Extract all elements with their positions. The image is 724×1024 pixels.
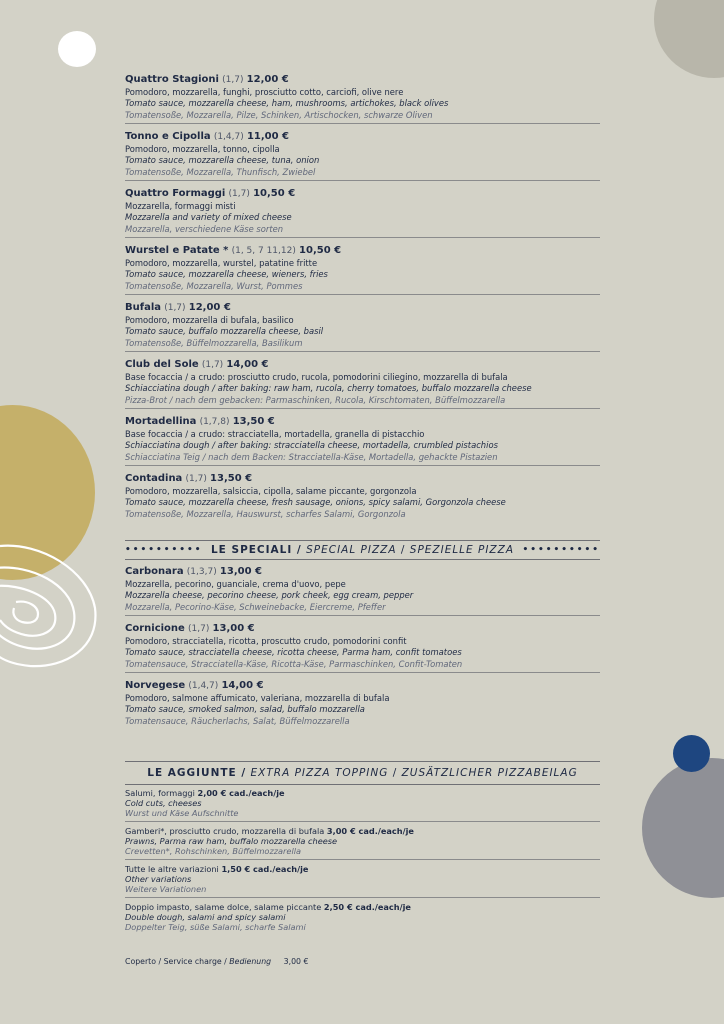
item-allergens: (1,7) xyxy=(201,360,224,370)
item-price: 12,00 € xyxy=(246,74,289,85)
item-desc-it: Pomodoro, mozzarella, tonno, cipolla xyxy=(125,144,280,154)
menu-item xyxy=(125,301,600,352)
item-price: 12,00 € xyxy=(188,302,231,313)
item-allergens: (1,4,7) xyxy=(213,132,244,142)
item-price: 13,50 € xyxy=(210,473,253,484)
extra-name-en: Other variations xyxy=(125,874,192,884)
section-title-de: ZUSÄTZLICHER PIZZABEILAG xyxy=(401,767,578,779)
item-name: Contadina xyxy=(125,473,183,484)
item-desc-de: Tomatensoße, Mozzarella, Thunfisch, Zwiebel xyxy=(125,166,316,177)
item-desc-en: Tomato sauce, mozzarella cheese, wieners, fries xyxy=(125,269,328,280)
item-desc-de: Schiacciatina Teig / nach dem Backen: Stracciatella-Käse, Mortadella, gehackte Pistazien xyxy=(125,451,498,462)
extra-price: 3,00 € cad./each/je xyxy=(326,826,414,836)
item-allergens: (1,7,8) xyxy=(199,417,230,427)
item-desc-it: Mozzarella, pecorino, guanciale, crema d'uovo, pepe xyxy=(125,579,346,589)
section-title-it: LE SPECIALI / xyxy=(210,544,302,556)
item-name: Tonno e Cipolla xyxy=(125,131,211,142)
extra-name-it: Doppio impasto, salame dolce, salame piccante xyxy=(125,902,322,912)
item-desc-it: Pomodoro, stracciatella, ricotta, proscutto crudo, pomodorini confit xyxy=(125,636,407,646)
extra-name-en: Prawns, Parma raw ham, buffalo mozzarella cheese xyxy=(125,836,338,846)
item-allergens: (1,7) xyxy=(188,624,210,634)
item-desc-en: Tomato sauce, stracciatella cheese, ricotta cheese, Parma ham, confit tomatoes xyxy=(125,647,462,658)
extra-item xyxy=(125,826,600,860)
item-desc-de: Pizza-Brot / nach dem gebacken: Parmaschinken, Rucola, Kirschtomaten, Büffelmozzarella xyxy=(125,394,506,405)
item-desc-de: Tomatensoße, Büffelmozzarella, Basilikum xyxy=(125,337,303,348)
item-desc-en: Tomato sauce, buffalo mozzarella cheese, basil xyxy=(125,326,324,337)
dots-divider-left: •••••••••• xyxy=(125,545,203,555)
item-allergens: (1,7) xyxy=(185,474,207,484)
extra-price: 1,50 € cad./each/je xyxy=(221,864,309,874)
section-title-separator: / xyxy=(400,544,406,556)
menu-item xyxy=(125,358,600,409)
extra-price: 2,50 € cad./each/je xyxy=(323,902,411,912)
item-desc-en: Tomato sauce, smoked salmon, salad, buffalo mozzarella xyxy=(125,704,365,715)
menu-item xyxy=(125,472,600,523)
navy-dot-decoration xyxy=(673,735,710,772)
item-desc-de: Tomatensoße, Mozzarella, Wurst, Pommes xyxy=(125,280,303,291)
item-price: 10,50 € xyxy=(253,188,296,199)
service-charge-label: Coperto / Service charge / xyxy=(125,957,227,966)
service-charge xyxy=(125,957,308,966)
item-desc-it: Pomodoro, mozzarella, wurstel, patatine fritte xyxy=(125,258,318,268)
item-price: 13,00 € xyxy=(212,623,255,634)
menu-item xyxy=(125,622,600,673)
item-desc-en: Tomato sauce, mozzarella cheese, ham, mushrooms, artichokes, black olives xyxy=(125,98,449,109)
item-desc-it: Pomodoro, mozzarella, salsiccia, cipolla, salame piccante, gorgonzola xyxy=(125,486,417,496)
section-title-en: SPECIAL PIZZA xyxy=(306,544,397,556)
item-desc-it: Pomodoro, salmone affumicato, valeriana, mozzarella di bufala xyxy=(125,693,390,703)
spiral-rings-decoration xyxy=(0,540,110,680)
extra-name-de: Crevetten*, Rohschinken, Büffelmozzarella xyxy=(125,846,302,856)
item-desc-it: Base focaccia / a crudo: prosciutto crudo, rucola, pomodorini ciliegino, mozzarella di bufala xyxy=(125,372,508,382)
pizza-list xyxy=(125,73,600,529)
item-name: Club del Sole xyxy=(125,359,199,370)
item-desc-de: Tomatensoße, Mozzarella, Pilze, Schinken, Artischocken, schwarze Oliven xyxy=(125,109,433,120)
section-title-separator: / xyxy=(392,767,398,779)
item-name: Norvegese xyxy=(125,680,186,691)
item-desc-de: Mozzarella, verschiedene Käse sorten xyxy=(125,223,284,234)
item-desc-en: Schiacciatina dough / after baking: raw ham, rucola, cherry tomatoes, buffalo mozzarella cheese xyxy=(125,383,532,394)
extra-name-de: Weitere Variationen xyxy=(125,884,207,894)
item-desc-it: Pomodoro, mozzarella, funghi, prosciutto cotto, carciofi, olive nere xyxy=(125,87,404,97)
item-desc-en: Tomato sauce, mozzarella cheese, tuna, onion xyxy=(125,155,320,166)
item-name: Wurstel e Patate * xyxy=(125,245,229,256)
item-name: Carbonara xyxy=(125,566,184,577)
item-desc-de: Mozzarella, Pecorino-Käse, Schweinebacke, Eiercreme, Pfeffer xyxy=(125,601,386,612)
extra-item xyxy=(125,788,600,822)
extra-item xyxy=(125,902,600,936)
extra-name-de: Doppelter Teig, süße Salami, scharfe Salami xyxy=(125,922,306,932)
section-title-en: EXTRA PIZZA TOPPING xyxy=(250,767,389,779)
item-desc-en: Mozzarella cheese, pecorino cheese, pork cheek, egg cream, pepper xyxy=(125,590,414,601)
item-desc-en: Mozzarella and variety of mixed cheese xyxy=(125,212,292,223)
extra-price: 2,00 € cad./each/je xyxy=(197,788,285,798)
section-title-de: SPEZIELLE PIZZA xyxy=(409,544,515,556)
item-allergens: (1,7) xyxy=(164,303,186,313)
item-allergens: (1,7) xyxy=(222,75,244,85)
white-dot-decoration xyxy=(58,31,96,67)
extra-name-de: Wurst und Käse Aufschnitte xyxy=(125,808,239,818)
section-header-aggiunte xyxy=(125,761,600,785)
item-price: 13,00 € xyxy=(219,566,262,577)
item-name: Cornicione xyxy=(125,623,185,634)
speciali-list xyxy=(125,565,600,736)
item-desc-it: Base focaccia / a crudo: stracciatella, mortadella, granella di pistacchio xyxy=(125,429,425,439)
item-name: Bufala xyxy=(125,302,162,313)
item-desc-en: Tomato sauce, mozzarella cheese, fresh sausage, onions, spicy salami, Gorgonzola cheese xyxy=(125,497,506,508)
item-desc-de: Tomatensauce, Stracciatella-Käse, Ricotta-Käse, Parmaschinken, Confit-Tomaten xyxy=(125,658,463,669)
menu-item xyxy=(125,415,600,466)
item-name: Quattro Stagioni xyxy=(125,74,219,85)
item-desc-de: Tomatensauce, Räucherlachs, Salat, Büffelmozzarella xyxy=(125,715,350,726)
item-allergens: (1,4,7) xyxy=(188,681,219,691)
menu-item xyxy=(125,565,600,616)
item-name: Quattro Formaggi xyxy=(125,188,226,199)
section-title-it: LE AGGIUNTE / xyxy=(147,767,247,779)
extra-name-en: Cold cuts, cheeses xyxy=(125,798,202,808)
dots-divider-right: •••••••••• xyxy=(522,545,600,555)
menu-item xyxy=(125,244,600,295)
item-desc-it: Mozzarella, formaggi misti xyxy=(125,201,236,211)
menu-item xyxy=(125,73,600,124)
extra-item xyxy=(125,864,600,898)
item-name: Mortadellina xyxy=(125,416,197,427)
extras-list xyxy=(125,788,600,940)
item-price: 11,00 € xyxy=(246,131,290,142)
item-desc-en: Schiacciatina dough / after baking: stracciatella cheese, mortadella, crumbled pistachios xyxy=(125,440,498,451)
extra-name-en: Double dough, salami and spicy salami xyxy=(125,912,286,922)
menu-item xyxy=(125,130,600,181)
item-price: 10,50 € xyxy=(299,245,342,256)
extra-name-it: Tutte le altre variazioni xyxy=(125,864,219,874)
section-header-speciali xyxy=(125,540,600,560)
extra-name-it: Gamberi*, prosciutto crudo, mozzarella di bufala xyxy=(125,826,325,836)
service-charge-price: 3,00 € xyxy=(283,957,309,966)
grey-circle-decoration xyxy=(654,0,724,78)
item-desc-de: Tomatensoße, Mozzarella, Hauswurst, scharfes Salami, Gorgonzola xyxy=(125,508,406,519)
service-charge-label-de: Bedienung xyxy=(229,957,272,966)
item-price: 13,50 € xyxy=(232,416,275,427)
grey-circle-decoration-bottom xyxy=(642,758,724,898)
item-allergens: (1, 5, 7 11,12) xyxy=(231,246,296,256)
menu-item xyxy=(125,187,600,238)
menu-item xyxy=(125,679,600,730)
item-price: 14,00 € xyxy=(221,680,264,691)
item-allergens: (1,7) xyxy=(228,189,250,199)
item-allergens: (1,3,7) xyxy=(186,567,217,577)
extra-name-it: Salumi, formaggi xyxy=(125,788,195,798)
item-desc-it: Pomodoro, mozzarella di bufala, basilico xyxy=(125,315,294,325)
item-price: 14,00 € xyxy=(226,359,269,370)
